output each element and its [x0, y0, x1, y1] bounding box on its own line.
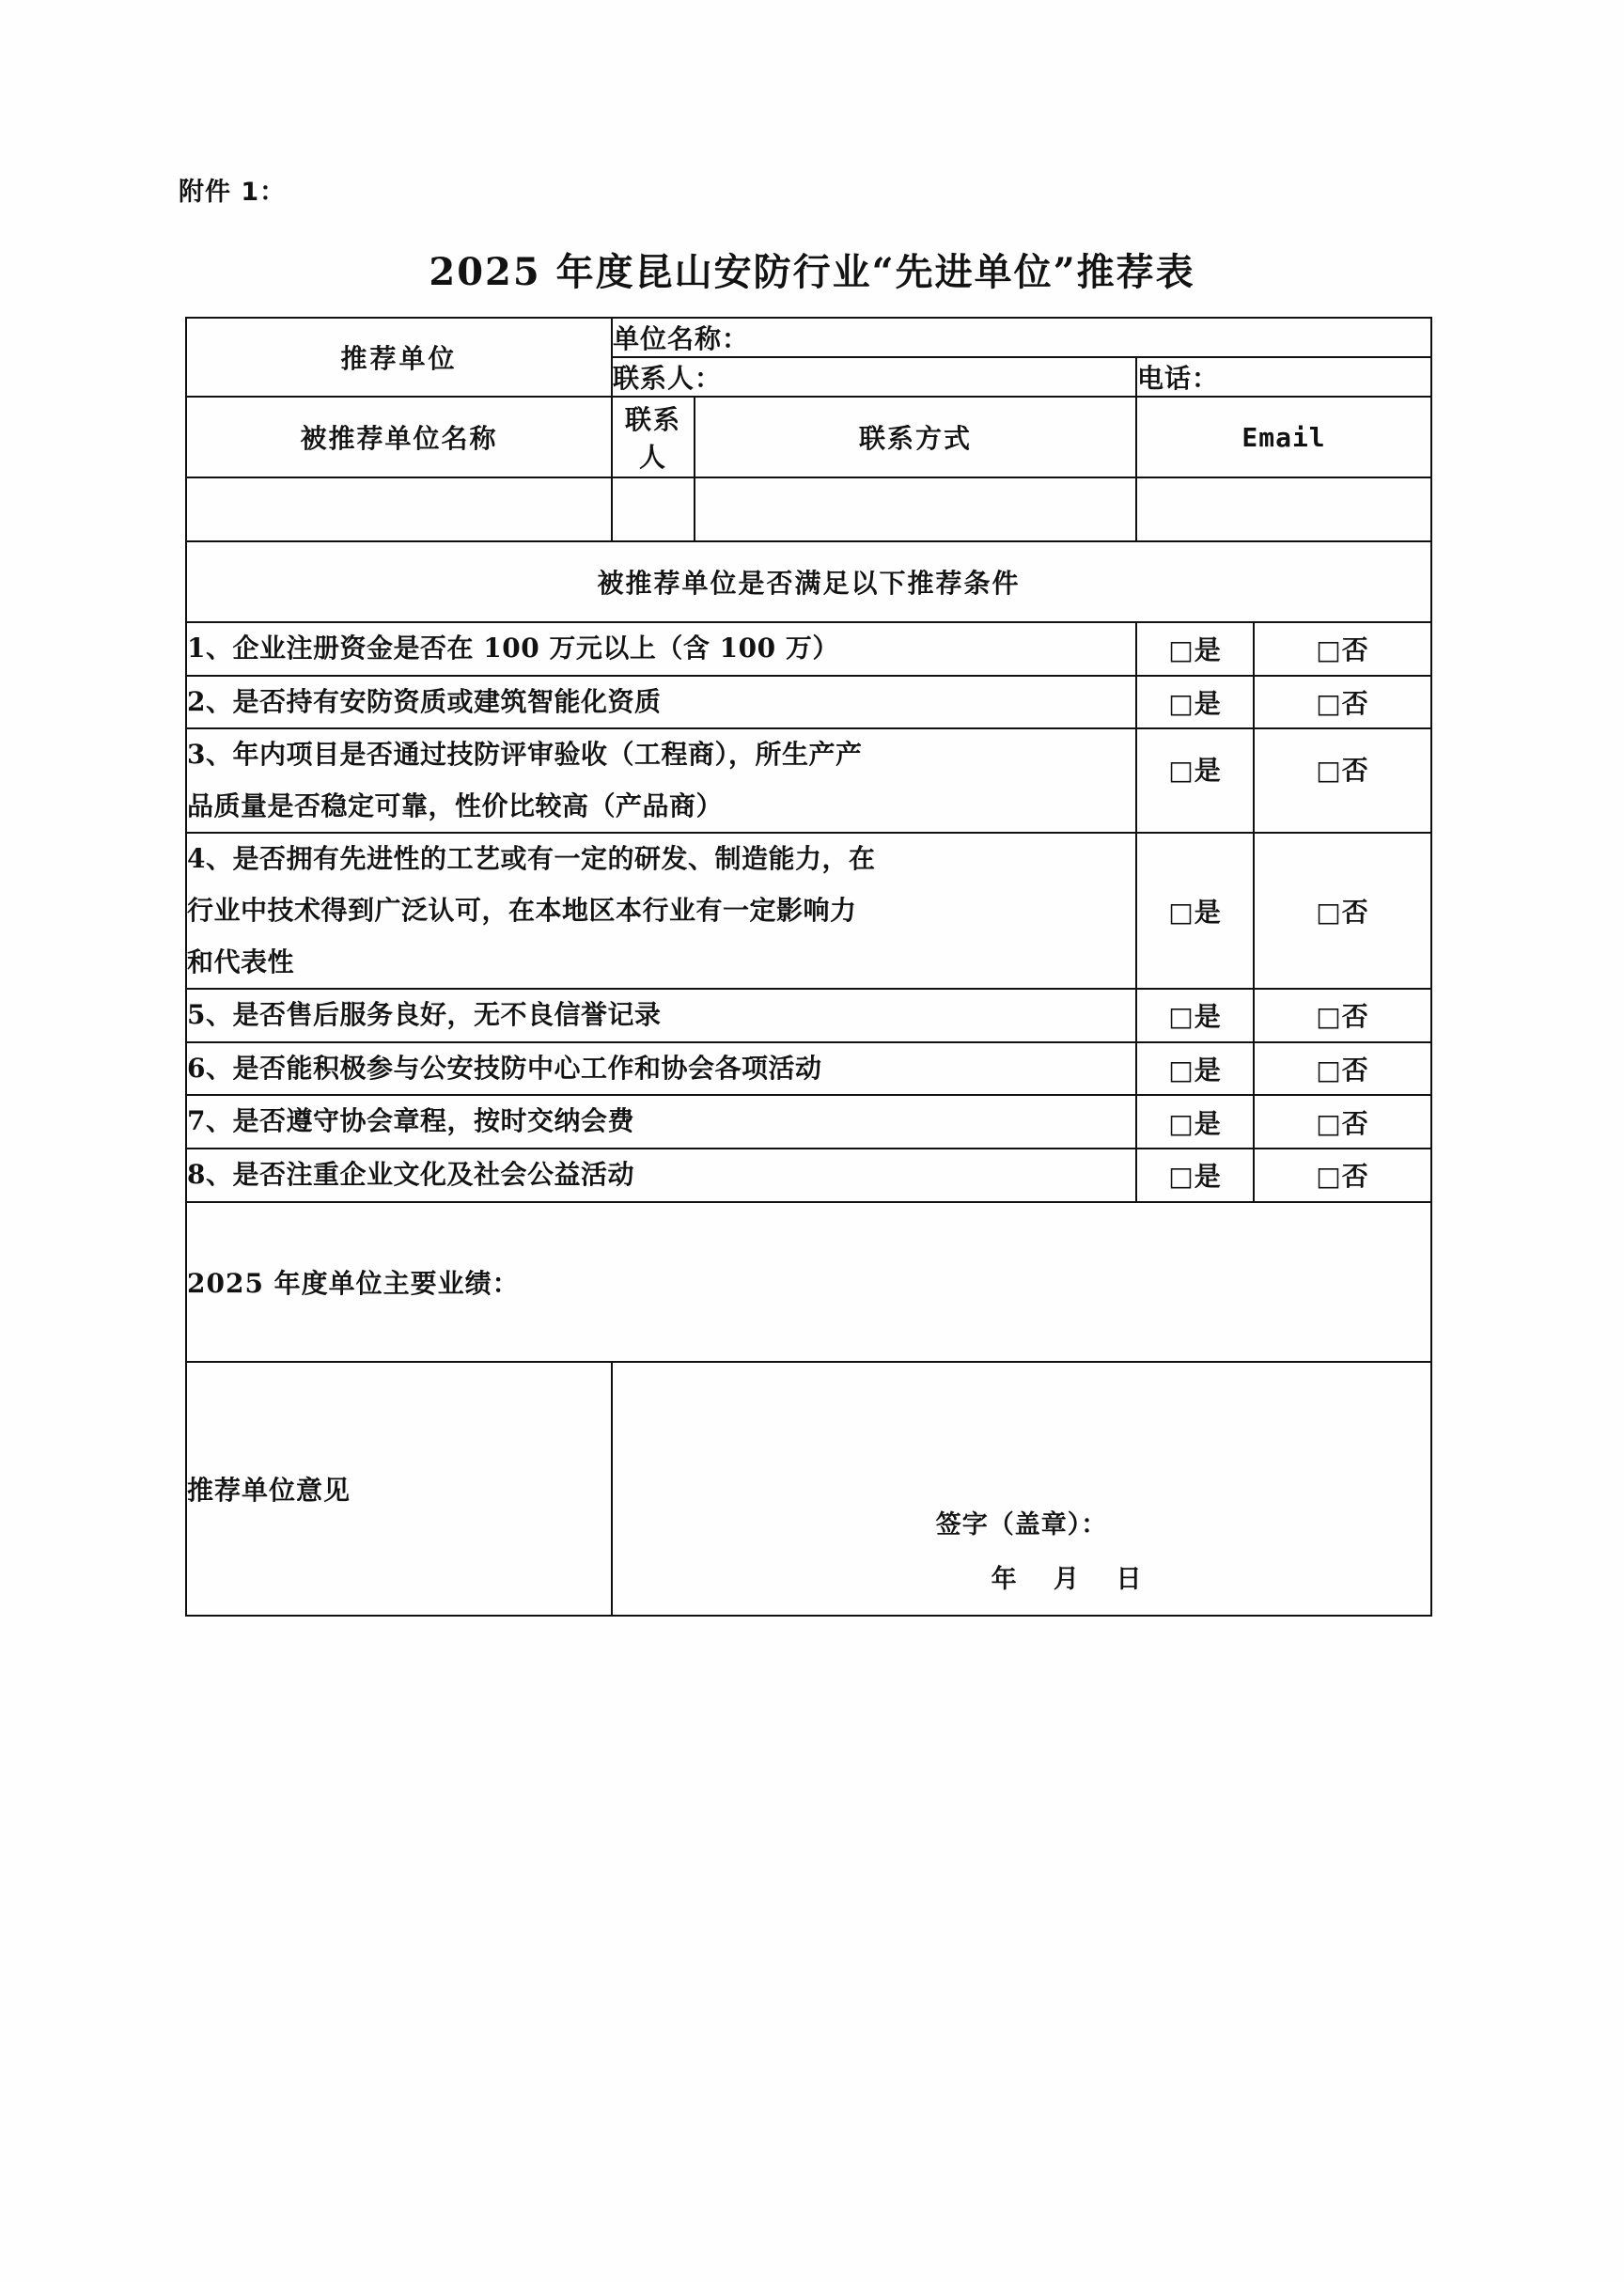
criterion-7-text: 7、是否遵守协会章程，按时交纳会费	[186, 1095, 1136, 1149]
table-row-criterion-2	[186, 676, 1431, 729]
criteria-section-heading: 被推荐单位是否满足以下推荐条件	[186, 541, 1431, 622]
criterion-8-no-checkbox[interactable]: □否	[1254, 1149, 1431, 1202]
table-row-recommender-unit-name	[186, 318, 1431, 357]
criterion-3-no-checkbox[interactable]: □否	[1254, 728, 1431, 833]
table-row-criterion-3	[186, 728, 1431, 833]
criterion-3-text: 3、年内项目是否通过技防评审验收（工程商），所生产产 品质量是否稳定可靠，性价比较高（产品商）	[186, 728, 1136, 833]
criterion-5-no-checkbox[interactable]: □否	[1254, 989, 1431, 1042]
nominee-contact-person-input[interactable]	[612, 477, 695, 541]
recommender-opinion-field[interactable]	[612, 1362, 1431, 1616]
criterion-2-no-checkbox[interactable]: □否	[1254, 676, 1431, 729]
criterion-4-yes-checkbox[interactable]: □是	[1136, 833, 1254, 989]
date-year-label: 年	[991, 1564, 1018, 1594]
table-row-performance	[186, 1202, 1431, 1362]
criterion-1-text: 1、企业注册资金是否在 100 万元以上（含 100 万）	[186, 622, 1136, 676]
unit-name-field[interactable]: 单位名称：	[612, 318, 1431, 357]
criterion-4-no-checkbox[interactable]: □否	[1254, 833, 1431, 989]
page-title: 2025 年度昆山安防行业“先进单位”推荐表	[429, 250, 1195, 294]
table-row-criteria-heading	[186, 541, 1431, 622]
date-day-label: 日	[1116, 1564, 1143, 1594]
nominee-name-input[interactable]	[186, 477, 612, 541]
table-row-criterion-8	[186, 1149, 1431, 1202]
criterion-7-yes-checkbox[interactable]: □是	[1136, 1095, 1254, 1149]
recommender-unit-label: 推荐单位	[186, 318, 612, 397]
criterion-2-text: 2、是否持有安防资质或建筑智能化资质	[186, 676, 1136, 729]
column-header-nominee-name: 被推荐单位名称	[186, 397, 612, 477]
date-month-label: 月	[1054, 1564, 1081, 1594]
criterion-5-text: 5、是否售后服务良好，无不良信誉记录	[186, 989, 1136, 1042]
date-line	[613, 1558, 1430, 1595]
criterion-6-no-checkbox[interactable]: □否	[1254, 1042, 1431, 1096]
criterion-6-text: 6、是否能积极参与公安技防中心工作和协会各项活动	[186, 1042, 1136, 1096]
column-header-email: Email	[1136, 397, 1431, 477]
criterion-2-yes-checkbox[interactable]: □是	[1136, 676, 1254, 729]
table-row-nominee-values	[186, 477, 1431, 541]
recommender-opinion-label: 推荐单位意见	[186, 1362, 612, 1616]
recommender-phone-field[interactable]: 电话：	[1136, 357, 1431, 397]
recommendation-form-table	[185, 317, 1432, 1617]
table-row-nominee-headers	[186, 397, 1431, 477]
column-header-contact-person: 联系人	[612, 397, 695, 477]
criterion-1-no-checkbox[interactable]: □否	[1254, 622, 1431, 676]
annual-performance-field[interactable]: 2025 年度单位主要业绩：	[186, 1202, 1431, 1362]
table-row-criterion-4	[186, 833, 1431, 989]
table-row-criterion-6	[186, 1042, 1431, 1096]
table-row-criterion-1	[186, 622, 1431, 676]
attachment-label: 附件 1：	[179, 178, 287, 207]
recommender-contact-field[interactable]: 联系人：	[612, 357, 1136, 397]
criterion-4-text: 4、是否拥有先进性的工艺或有一定的研发、制造能力，在 行业中技术得到广泛认可，在本地区本行业有一定影响力 和代表性	[186, 833, 1136, 989]
criterion-5-yes-checkbox[interactable]: □是	[1136, 989, 1254, 1042]
criterion-3-yes-checkbox[interactable]: □是	[1136, 728, 1254, 833]
table-row-criterion-7	[186, 1095, 1431, 1149]
nominee-email-input[interactable]	[1136, 477, 1431, 541]
criterion-1-yes-checkbox[interactable]: □是	[1136, 622, 1254, 676]
criterion-8-text: 8、是否注重企业文化及社会公益活动	[186, 1149, 1136, 1202]
nominee-contact-method-input[interactable]	[695, 477, 1136, 541]
table-row-opinion	[186, 1362, 1431, 1616]
criterion-8-yes-checkbox[interactable]: □是	[1136, 1149, 1254, 1202]
criterion-6-yes-checkbox[interactable]: □是	[1136, 1042, 1254, 1096]
column-header-contact-method: 联系方式	[695, 397, 1136, 477]
criterion-7-no-checkbox[interactable]: □否	[1254, 1095, 1431, 1149]
signature-label: 签字（盖章）：	[935, 1509, 1108, 1540]
table-row-criterion-5	[186, 989, 1431, 1042]
